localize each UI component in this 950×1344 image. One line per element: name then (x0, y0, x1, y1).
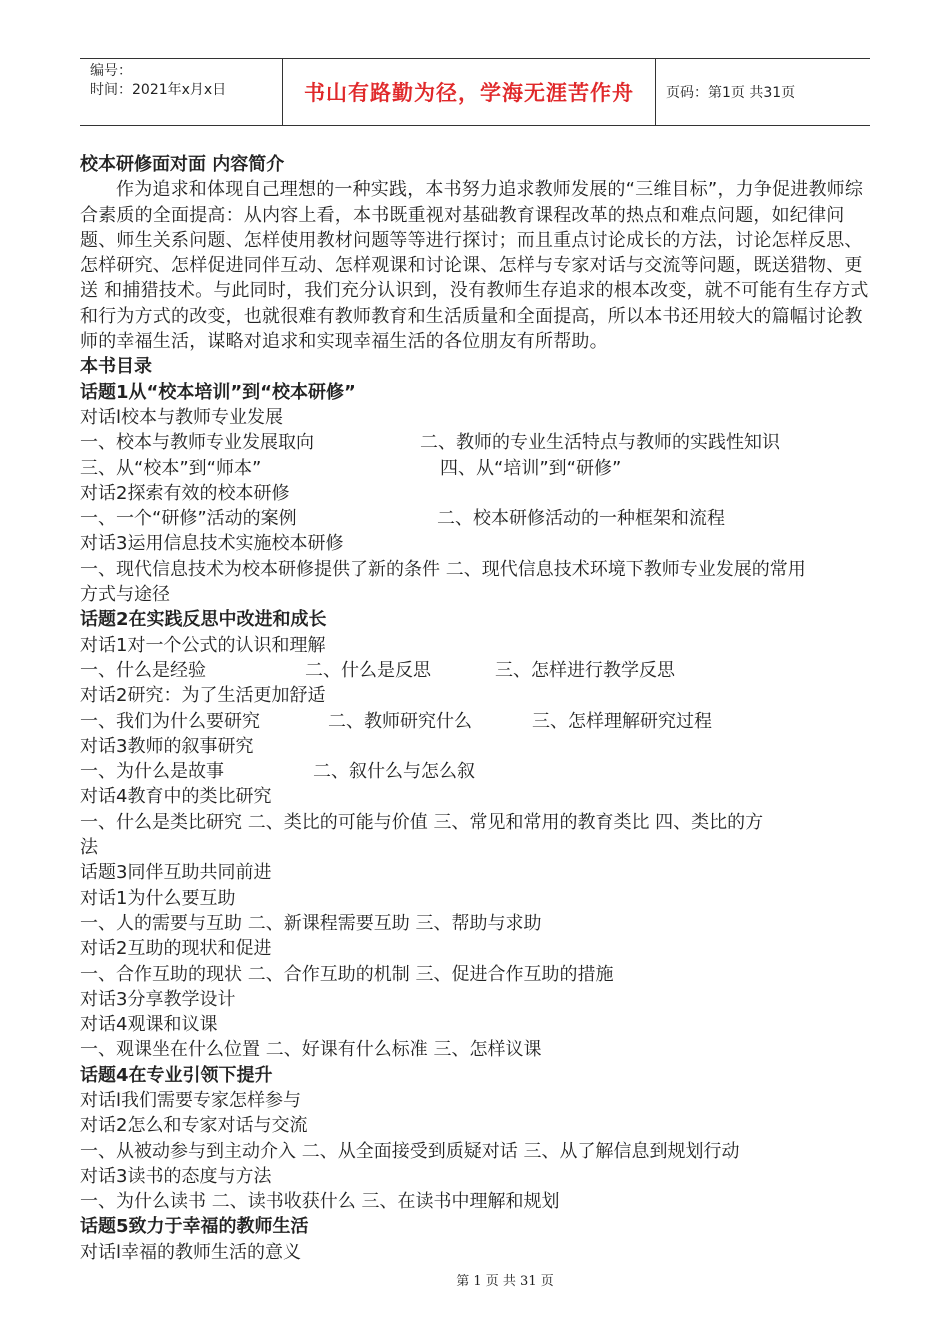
toc-item: 一、为什么是故事 (80, 761, 224, 783)
time-label: 时间：2021年x月x日 (90, 82, 227, 98)
toc-item: 二、叙什么与怎么叙 (313, 761, 475, 783)
number-label: 编号： (90, 63, 132, 79)
toc-item: 三、怎样理解研究过程 (532, 710, 712, 732)
topic-heading: 话题5致力于幸福的教师生活 (80, 1216, 309, 1238)
dialogue-heading: 对话4教育中的类比研究 (80, 786, 272, 808)
dialogue-heading: 对话2探索有效的校本研修 (80, 482, 290, 504)
dialogue-heading: 对话l幸福的教师生活的意义 (80, 1241, 301, 1263)
toc-item: 三、从“校本”到“师本” (80, 457, 262, 479)
topic-heading: 话题3同伴互助共同前进 (80, 862, 272, 884)
toc-row (80, 430, 880, 455)
toc-item: 二、教师研究什么 (328, 710, 472, 732)
toc-item: 一、观课坐在什么位置 二、好课有什么标准 三、怎样议课 (80, 1039, 542, 1061)
toc-item: 一、从被动参与到主动介入 二、从全面接受到质疑对话 三、从了解信息到规划行动 (80, 1140, 740, 1162)
topic-heading: 话题1从“校本培训”到“校本研修” (80, 381, 356, 403)
toc-item: 二、校本研修活动的一种框架和流程 (437, 508, 725, 530)
toc-row (80, 506, 880, 531)
dialogue-heading: 对话2研究：为了生活更加舒适 (80, 685, 326, 707)
toc-item: 三、怎样进行教学反思 (495, 659, 675, 681)
toc-row (80, 709, 880, 734)
doc-title: 校本研修面对面 内容简介 (80, 154, 285, 175)
toc-item: 一、合作互助的现状 二、合作互助的机制 三、促进合作互助的措施 (80, 963, 614, 985)
dialogue-heading: 对话3教师的叙事研究 (80, 735, 254, 757)
toc-item: 二、教师的专业生活特点与教师的实践性知识 (420, 432, 780, 454)
toc-item: 一、一个“研修”活动的案例 (80, 508, 297, 530)
header-motto: 书山有路勤为径，学海无涯苦作舟 (282, 59, 656, 125)
dialogue-heading: 对话1为什么要互助 (80, 887, 236, 909)
dialogue-heading: 对话3运用信息技术实施校本研修 (80, 533, 344, 555)
toc-title: 本书目录 (80, 356, 152, 378)
toc-item: 一、什么是类比研究 二、类比的可能与价值 三、常见和常用的教育类比 四、类比的方 (80, 811, 764, 833)
header-meta (80, 59, 280, 125)
header-page-label: 页码：第1页 共31页 (666, 85, 796, 101)
toc-item: 一、我们为什么要研究 (80, 710, 260, 732)
dialogue-heading: 对话3分享教学设计 (80, 988, 236, 1010)
page-footer: 第 1 页 共 31 页 (456, 1274, 554, 1289)
toc-item: 一、校本与教师专业发展取向 (80, 432, 314, 454)
toc-item: 方式与途径 (80, 584, 170, 606)
dialogue-heading: 对话1对一个公式的认识和理解 (80, 634, 326, 656)
toc-row (80, 759, 880, 784)
toc-row (80, 456, 880, 481)
topic-heading: 话题4在专业引领下提升 (80, 1064, 273, 1086)
toc-item: 一、什么是经验 (80, 659, 206, 681)
dialogue-heading: 对话4观课和议课 (80, 1014, 218, 1036)
toc-item: 四、从“培训”到“研修” (440, 457, 622, 479)
page-header (80, 58, 870, 126)
dialogue-heading: 对话2怎么和专家对话与交流 (80, 1115, 308, 1137)
topic-heading: 话题2在实践反思中改进和成长 (80, 609, 327, 631)
intro-paragraph: 作为追求和体现自己理想的一种实践，本书努力追求教师发展的“三维目标”，力争促进教师综合素质的全面提高：从内容上看，本书既重视对基础教育课程改革的热点和难点问题，如纪律问题、师生关系问题、怎样使用教材问题等等进行探讨；而且重点讨论成长的方法，讨论怎样反思、怎样研究、怎样促进同伴互动、怎样观课和讨论课、怎样与专家对话与交流等问题，既送猎物、更送 和捕猎技术。与此同时，我们充分认识到，没有教师生存追求的根本改变，就不可能有生存方式和行为方式的改变，也就很难有教师教育和生活质量和全面提高，所以本书还用较大的篇幅讨论教师的幸福生活，谋略对追求和实现幸福生活的各位朋友有所帮助。 (80, 179, 869, 353)
toc-item: 法 (80, 837, 98, 859)
dialogue-heading: 对话l校本与教师专业发展 (80, 406, 283, 428)
dialogue-heading: 对话2互助的现状和促进 (80, 938, 272, 960)
toc-item: 一、为什么读书 二、读书收获什么 三、在读书中理解和规划 (80, 1191, 560, 1213)
toc-item: 一、人的需要与互助 二、新课程需要互助 三、帮助与求助 (80, 912, 542, 934)
document-body (80, 152, 880, 1265)
dialogue-heading: 对话l我们需要专家怎样参与 (80, 1089, 301, 1111)
toc-item: 一、现代信息技术为校本研修提供了新的条件 二、现代信息技术环境下教师专业发展的常用 (80, 558, 806, 580)
toc-item: 二、什么是反思 (305, 659, 431, 681)
toc-row (80, 658, 880, 683)
dialogue-heading: 对话3读书的态度与方法 (80, 1165, 272, 1187)
